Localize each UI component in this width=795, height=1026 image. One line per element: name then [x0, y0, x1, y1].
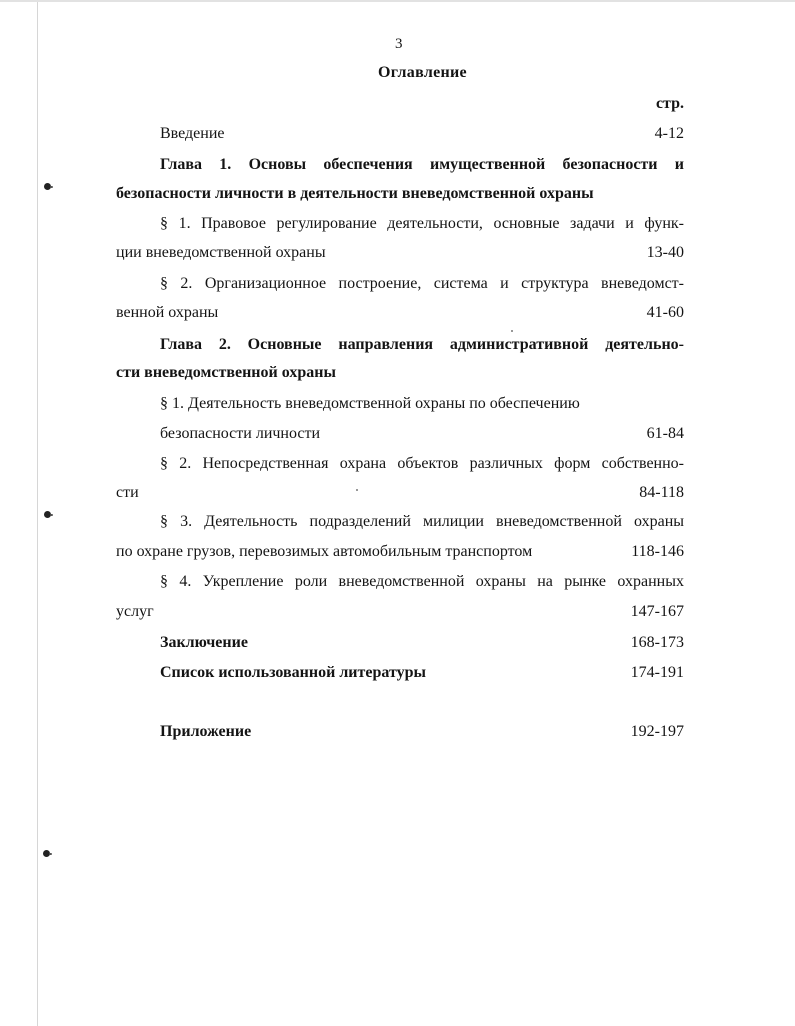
toc-pages-ch2-section-2: 84-118 — [639, 484, 684, 501]
toc-entry-conclusion: Заключение — [160, 634, 248, 651]
toc-entry-references: Список использованной литературы — [160, 664, 426, 681]
toc-ch2-section-1-line2: безопасности личности — [160, 425, 321, 442]
scan-speck — [356, 489, 358, 491]
scan-top-edge — [0, 0, 795, 2]
toc-pages-ch1-section-2: 41-60 — [646, 304, 684, 321]
punch-hole-mark — [44, 183, 51, 190]
toc-ch2-section-2-line1: § 2. Непосредственная охрана объектов различных форм собственно- — [160, 455, 684, 472]
toc-pages-appendix: 192-197 — [630, 723, 684, 740]
toc-ch1-section-1-line2: ции вневедомственной охраны — [116, 244, 326, 261]
toc-ch2-section-1-line1: § 1. Деятельность вневедомственной охраны по обеспечению — [160, 395, 580, 412]
toc-pages-intro: 4-12 — [654, 125, 684, 142]
toc-pages-ch2-section-1: 61-84 — [646, 425, 684, 442]
toc-pages-ch2-section-3: 118-146 — [631, 543, 684, 560]
toc-pages-conclusion: 168-173 — [630, 634, 684, 651]
toc-entry-appendix: Приложение — [160, 723, 252, 740]
toc-ch2-section-3-line1: § 3. Деятельность подразделений милиции вневедомственной охраны — [160, 513, 684, 530]
scan-speck — [511, 330, 513, 332]
toc-pages-ch2-section-4: 147-167 — [630, 603, 684, 620]
punch-hole-mark — [44, 511, 51, 518]
toc-ch2-section-2-line2: сти — [116, 484, 139, 501]
toc-chapter-1-line1: Глава 1. Основы обеспечения имущественной безопасности и — [160, 156, 684, 173]
toc-ch1-section-2-line1: § 2. Организационное построение, система и структура вневедомст- — [160, 275, 684, 292]
scan-edge-line — [37, 0, 38, 1026]
toc-pages-references: 174-191 — [630, 664, 684, 681]
toc-ch1-section-1-line1: § 1. Правовое регулирование деятельности, основные задачи и функ- — [160, 215, 684, 232]
toc-ch2-section-4-line1: § 4. Укрепление роли вневедомственной охраны на рынке охранных — [160, 573, 684, 590]
page-number: 3 — [395, 36, 403, 52]
toc-title: Оглавление — [378, 64, 467, 81]
page-column-label: стр. — [655, 95, 684, 112]
toc-chapter-1-line2: безопасности личности в деятельности вневедомственной охраны — [116, 185, 594, 202]
toc-ch1-section-2-line2: венной охраны — [116, 304, 219, 321]
toc-ch2-section-3-line2: по охране грузов, перевозимых автомобильным транспортом — [116, 543, 533, 560]
toc-ch2-section-4-line2: услуг — [116, 603, 154, 620]
toc-chapter-2-line1: Глава 2. Основные направления административной деятельно- — [160, 336, 684, 353]
toc-entry-intro: Введение — [160, 125, 225, 142]
punch-hole-mark — [43, 850, 50, 857]
toc-chapter-2-line2: сти вневедомственной охраны — [116, 364, 336, 381]
toc-pages-ch1-section-1: 13-40 — [646, 244, 684, 261]
